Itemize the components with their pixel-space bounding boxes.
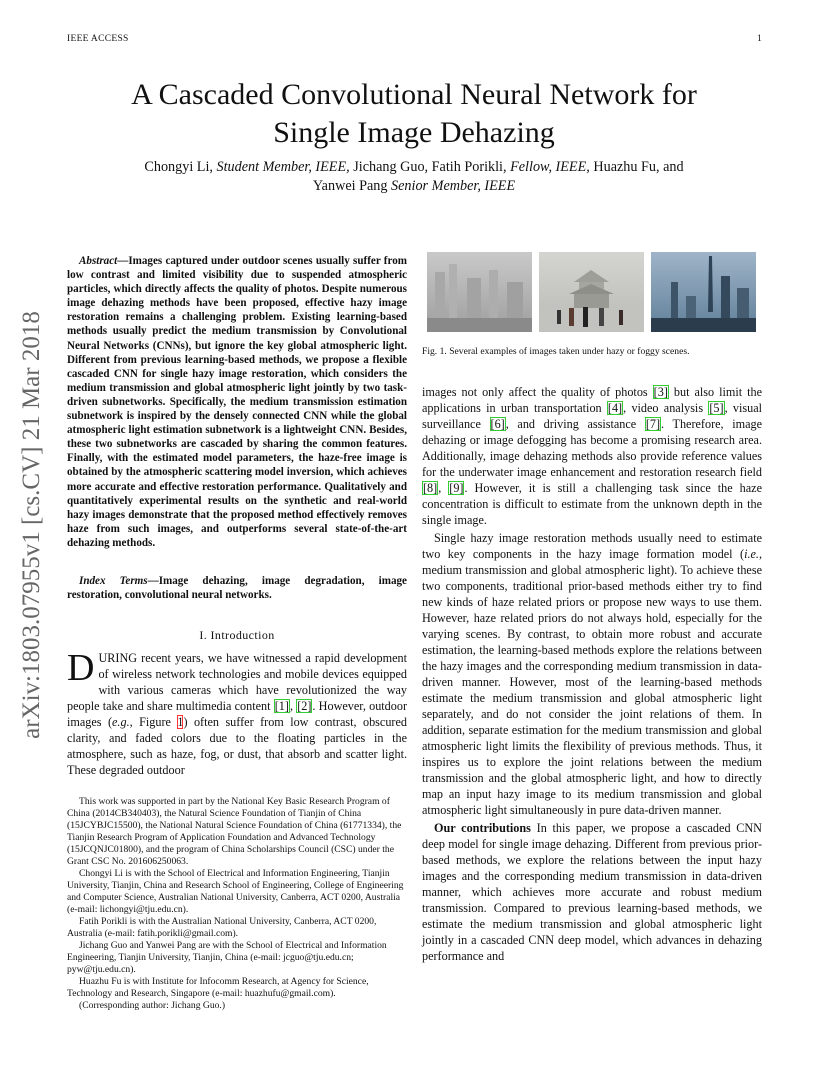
figure-caption: Fig. 1. Several examples of images taken under hazy or foggy scenes. [422,346,690,357]
text: images not only affect the quality of photos [422,385,653,399]
citation-link[interactable]: [8] [423,481,438,495]
footnote: Huazhu Fu is with Institute for Infocomm Research, at Agency for Science, Technology and Research, Singapore (e-mail: huazhufu@gmail.com). [67,976,369,999]
introduction-text [67,647,408,778]
citation-link[interactable]: [2] [297,699,312,713]
section-heading: I. Introduction [199,628,275,642]
citation-link[interactable]: [3] [653,385,668,399]
abstract-label: Abstract [79,255,118,267]
text: Single hazy image restoration methods usually need to estimate two key components in the hazy image formation model ( [422,531,762,561]
footnote: Chongyi Li is with the School of Electrical and Information Engineering, Tianjin University, Tianjin, China and Research School of Engineering, College of Engineering and Computer Science, Australian National University, Canberra, ACT 0200, Australia (e-mail: lichongyi@tju.edu.cn). [67,868,404,915]
footnotes [67,796,407,1012]
author-2-role: Fellow, IEEE, [510,159,590,175]
footnote: Fatih Porikli is with the Australian National University, Canberra, ACT 0200, Australia (e-mail: fatih.porikli@gmail.com). [67,916,377,939]
citation-link[interactable]: [6] [490,417,505,431]
hazy-skyline-photo [651,252,756,332]
paragraph [422,530,762,818]
text: , video analysis [623,401,709,415]
citation-link[interactable]: [7] [645,417,661,431]
author-4-role: Senior Member, IEEE [391,178,516,194]
title-line-1: A Cascaded Convolutional Neural Network for [131,78,697,111]
figure-1 [427,252,756,332]
text: . Therefore, image dehazing or image defogging has become a promising research area. Additionally, image dehazing methods also provide reference values for the underwater image enhancement and restoration research field [422,417,762,479]
drop-cap: D [67,647,95,689]
arxiv-stamp: arXiv:1803.07955v1 [cs.CV] 21 Mar 2018 [18,311,45,739]
author-1-role: Student Member, IEEE, [216,159,350,175]
text: , [438,481,449,495]
citation-link[interactable]: [4] [607,401,623,415]
abstract-text: —Images captured under outdoor scenes usually suffer from low contrast and limited visibility due to suspended atmospheric particles, which directly affects the quality of photos. Despite numerous image dehazing methods have been proposed, effective hazy image restoration remains a challenging problem. Existing learning-based methods usually predict the medium transmission by Convolutional Neural Networks (CNNs), but ignore the key global atmospheric light. Different from previous learning-based methods, we propose a flexible cascaded CNN for single hazy image restoration, which considers the medium transmission and global atmospheric light jointly by two task-driven subnetworks. Specifically, the medium transmission estimation subnetwork is inspired by the densely connected CNN while the global atmospheric light estimation subnetwork is a lightweight CNN. Besides, these two subnetworks are cascaded by sharing the common features. Finally, with the estimated model parameters, the haze-free image is obtained by the atmospheric scattering model inversion, which achieves more accurate and effective restoration performance. Qualitatively and quantitatively experimental results on the synthetic and real-world hazy images demonstrate that the proposed method effectively removes haze from such images, and outperforms several state-of-the-art dehazing methods. [67,255,407,549]
author-2: Jichang Guo, Fatih Porikli, [353,159,507,175]
index-terms [67,574,407,602]
page-number: 1 [757,34,763,44]
text: . However, it is still a challenging task since the haze concentration is difficult to estimate from the unknown depth in the single image. [422,481,762,527]
hazy-city-photo [427,252,532,332]
index-terms-text: —Image dehazing, image degradation, image restoration, convolutional neural networks. [67,575,407,602]
author-list [90,158,738,196]
running-header: IEEE ACCESS [67,34,129,44]
text: , and driving assistance [505,417,645,431]
text: In this paper, we propose a cascaded CNN deep model for single image dehazing. Different from previous prior-based methods, we explore the relations between the input hazy images and the corresponding medium transmission in data-driven manner, which achieves more accurate and robust medium transmission. Compared to previous learning-based methods, we estimate the medium transmission and global atmospheric light jointly in a cascaded CNN deep model, which advances in dehazing performance and [422,821,762,963]
intro-text-a: recent years, we have witnessed a rapid development of wireless network technologies and mobile devices equipped with various cameras which have revolutionized the way people take and share multimedia content [67,651,407,713]
figure-link[interactable]: 1 [177,715,184,729]
intro-text-c: , Figure [129,715,178,729]
contributions-label: Our contributions [434,821,531,835]
intro-text-d: ) often suffer from low contrast, obscured clarity, and faded colors due to the floating particles in the atmosphere, such as haze, fog, or dust, that absorb and scatter light. These degraded outdoor [67,715,407,777]
paper-title [0,76,828,152]
title-line-2: Single Image Dehazing [273,116,555,149]
intro-sep: , [289,699,297,713]
footnote: This work was supported in part by the National Key Basic Research Program of China (2014CB340403), the Natural Science Foundation of Tianjin of China (15JCYBJC15500), the National Natural Science Foundation of China (61771334), the Tianjin Research Program of Application Foundation and Advanced Technology (15JCQNJC01800), and the program of China Scholarships Council (CSC) under the Grant CSC No. 201606250063. [67,796,402,867]
text: , visual surveillance [422,401,762,431]
citation-link[interactable]: [1] [274,699,289,713]
text: , medium transmission and global atmospheric light). To achieve these two components, traditional prior-based methods either try to find new kinds of haze related priors or propose new ways to use them. However, haze related priors do not always hold, especially for the varying scenes. By contrast, to obtain more robust and accurate estimation, the learning-based methods explore the relations between the hazy images and the corresponding medium transmission in data-driven manner. However, most of the learning-based methods estimate the medium transmission and global atmospheric light separately, and do not consider the joint relations of them. In addition, separate estimation for the medium transmission and global atmospheric light limits the flexibility of previous methods. Thus, it inspires us to explore the joint relations between the medium transmission and the global atmospheric light, and how to directly map an input hazy image to its medium transmission and global atmospheric light simultaneously in pure data-driven manner. [422,547,762,817]
footnote: Jichang Guo and Yanwei Pang are with the School of Electrical and Information Engineering, Tianjin University, Tianjin, China (e-mail: jcguo@tju.edu.cn; pyw@tju.edu.cn). [67,940,387,975]
intro-text-b: . However, outdoor images ( [67,699,408,729]
index-terms-label: Index Terms [79,575,148,587]
abstract [67,254,407,550]
foggy-temple-photo [539,252,644,332]
first-word: URING [98,651,138,665]
text: i.e. [744,547,759,561]
intro-eg: e.g. [112,715,130,729]
author-1: Chongyi Li, [144,159,213,175]
footnote: (Corresponding author: Jichang Guo.) [79,1000,226,1011]
citation-link[interactable]: [5] [709,401,724,415]
right-column-text [422,384,762,964]
citation-link[interactable]: [9] [449,481,464,495]
text: but also limit the applications in urban transportation [422,385,763,415]
author-3: Huazhu Fu, and [593,159,684,175]
paragraph [422,820,762,964]
author-4: Yanwei Pang [312,178,388,194]
paragraph [422,384,762,528]
